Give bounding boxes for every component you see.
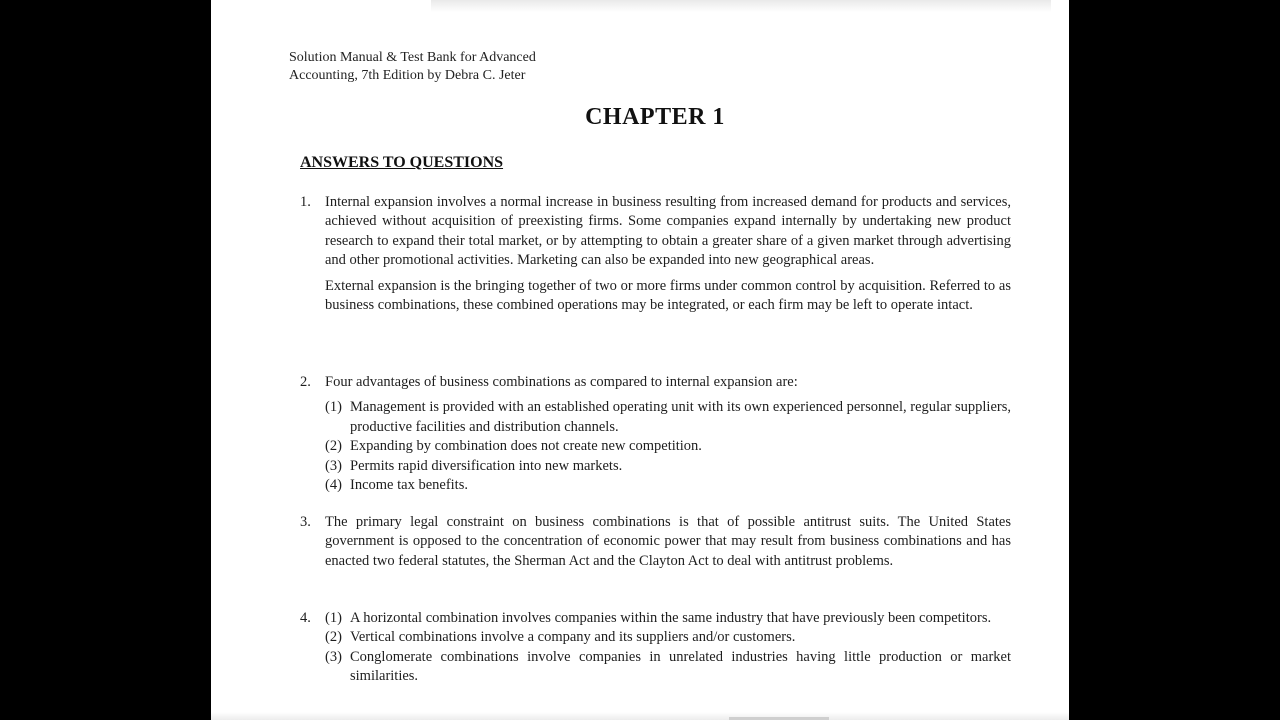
question-2-item-4 — [325, 476, 1011, 495]
question-1-paragraph-1: Internal expansion involves a normal increase in business resulting from increased demand for products and services, achieved without acquisition of preexisting firms. Some companies expand internally by undertaking new product research to expand their total market, or by attempting to obtain a greater share of a given market through advertising and other promotional activities. Marketing can also be expanded into new geographical areas. — [325, 194, 1011, 269]
page-top-shadow — [431, 0, 1051, 12]
chapter-title: CHAPTER 1 — [585, 104, 725, 130]
question-4-item-1 — [325, 609, 1011, 628]
question-4-answer — [325, 609, 1011, 687]
question-2-item-4-text: Income tax benefits. — [350, 477, 468, 494]
question-2-item-4-label: (4) — [325, 477, 342, 494]
question-4-item-3 — [325, 648, 1011, 687]
question-2-item-1-text: Management is provided with an established operating unit with its own experienced personnel, regular suppliers, productive facilities and distribution channels. — [350, 399, 1011, 435]
header-note-line-1: Solution Manual & Test Bank for Advanced — [289, 50, 536, 65]
question-2-item-2-label: (2) — [325, 438, 342, 455]
question-2-item-1 — [325, 398, 1011, 437]
question-2-number: 2. — [300, 374, 311, 390]
question-2-item-3-text: Permits rapid diversification into new markets. — [350, 457, 623, 474]
question-2-item-1-label: (1) — [325, 399, 342, 416]
question-4-item-1-label: (1) — [325, 610, 342, 626]
question-3-number: 3. — [300, 514, 311, 530]
section-heading: ANSWERS TO QUESTIONS — [300, 154, 504, 171]
question-1-answer — [325, 193, 1011, 315]
question-2-item-3 — [325, 457, 1011, 476]
header-note — [289, 49, 536, 85]
question-4-item-1-text: A horizontal combination involves companies within the same industry that have previously been competitors. — [350, 610, 992, 626]
question-3-answer — [325, 513, 1011, 571]
document-page — [211, 0, 1069, 720]
question-1-number: 1. — [300, 194, 311, 210]
question-4-item-3-label: (3) — [325, 648, 342, 665]
question-3-paragraph-1: The primary legal constraint on business combinations is that of possible antitrust suits. The United States government is opposed to the concentration of economic power that may result from business combinations and has enacted two federal statutes, the Sherman Act and the Clayton Act to deal with antitrust problems. — [325, 514, 1011, 569]
question-4-item-3-text: Conglomerate combinations involve companies in unrelated industries having little production or market similarities. — [350, 648, 1011, 685]
question-4-number: 4. — [300, 610, 311, 626]
question-2-item-2 — [325, 437, 1011, 456]
question-2-intro: Four advantages of business combinations as compared to internal expansion are: — [325, 374, 798, 390]
question-4-item-2 — [325, 628, 1011, 647]
question-1-paragraph-2: External expansion is the bringing together of two or more firms under common control by acquisition. Referred to as business combinations, these combined operations may be integrated, or each firm may be left to operate intact. — [325, 277, 1011, 314]
header-note-line-2: Accounting, 7th Edition by Debra C. Jeter — [289, 68, 526, 83]
question-4-item-2-text: Vertical combinations involve a company and its suppliers and/or customers. — [350, 629, 796, 646]
page-bottom-shadow — [211, 712, 1069, 720]
question-2-answer — [325, 373, 1011, 495]
question-2-item-2-text: Expanding by combination does not create new competition. — [350, 438, 702, 455]
question-4-item-2-label: (2) — [325, 629, 342, 646]
question-2-item-3-label: (3) — [325, 457, 342, 474]
